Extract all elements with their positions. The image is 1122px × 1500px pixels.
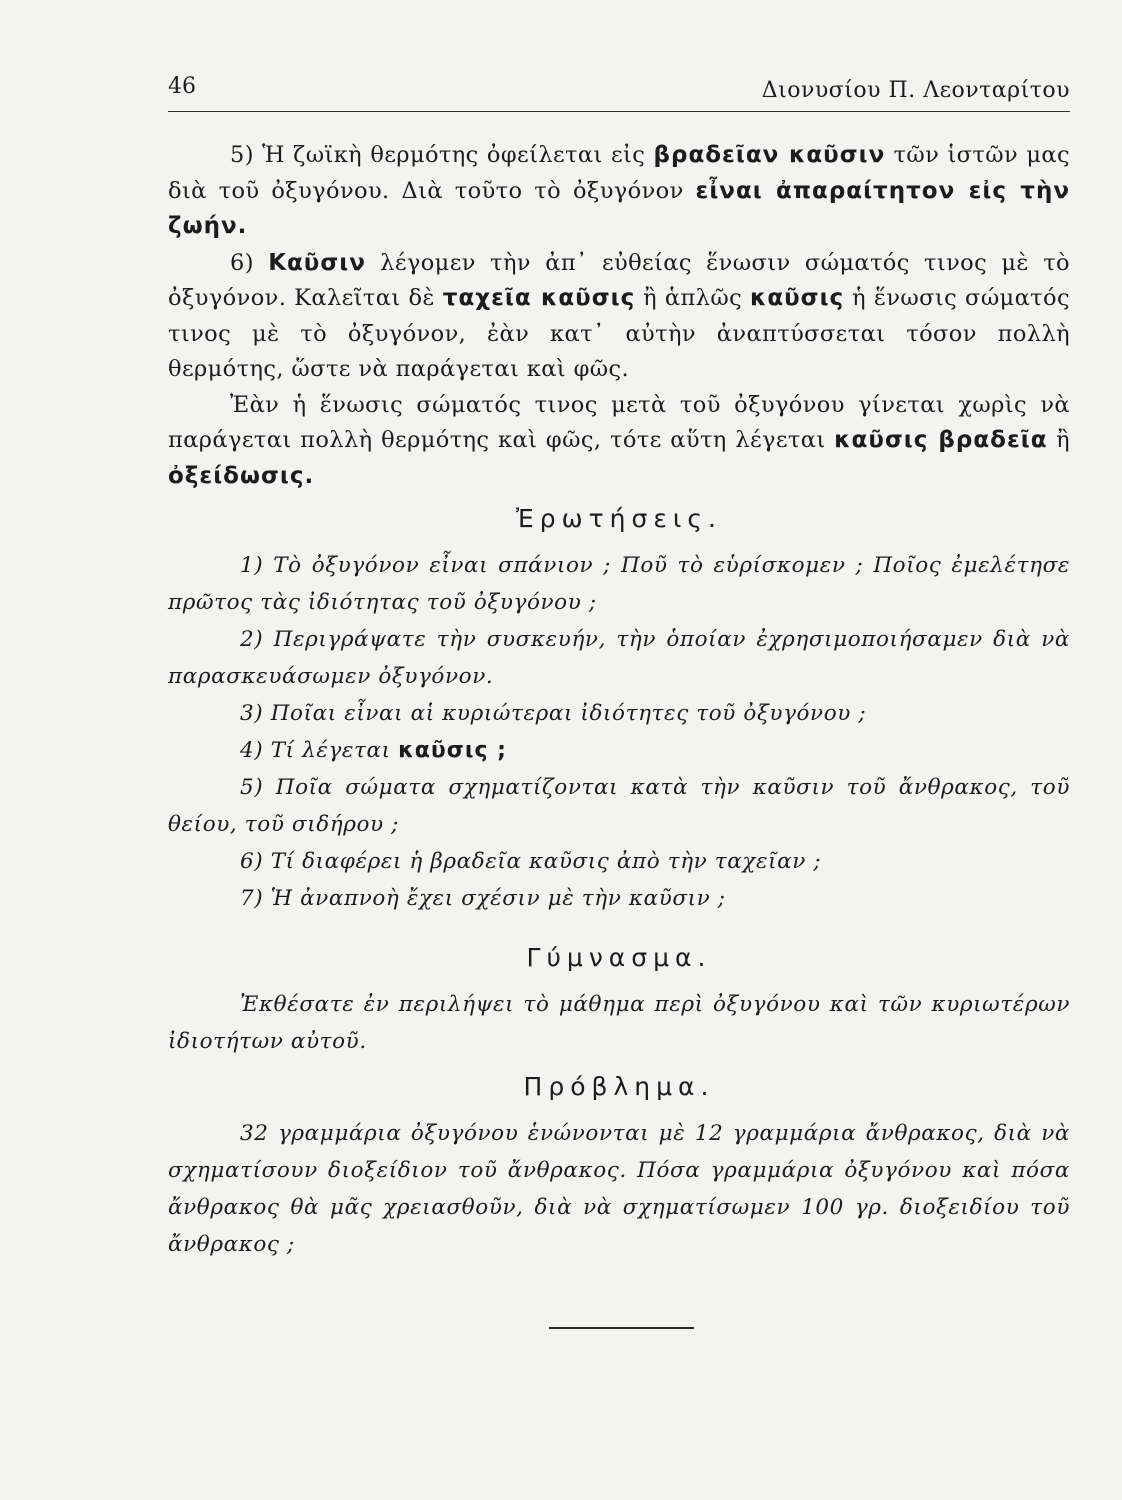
exercise-heading: Γύμνασμα. [526, 943, 712, 972]
paragraph-5 [168, 138, 1070, 245]
p6-term-combustion: Καῦσιν [268, 249, 366, 276]
question-7: 7) Ἡ ἀναπνοὴ ἔχει σχέσιν μὲ τὴν καῦσιν ; [240, 886, 726, 911]
p6-term-fast-combustion: ταχεῖα καῦσις [442, 285, 636, 311]
header-rule [168, 111, 1070, 112]
problem-heading: Πρόβλημα. [523, 1072, 715, 1101]
end-rule [549, 1327, 694, 1329]
question-6: 6) Τί διαφέρει ἡ βραδεῖα καῦσις ἀπὸ τὴν ταχεῖαν ; [240, 849, 822, 874]
p6-text-e: ἢ ἁπλῶς [635, 285, 750, 311]
page-number: 46 [168, 74, 196, 99]
p5-emphasis-essential: εἶναι ἀπαραίτητον εἰς τὴν ζωήν. [168, 177, 1070, 239]
question-4 [168, 732, 1070, 769]
p5-term-slow-combustion: βραδεῖαν καῦσιν [653, 142, 886, 168]
questions-heading: Ἐρωτήσεις. [516, 504, 722, 533]
paragraph-7 [168, 388, 1070, 495]
question-1: 1) Τὸ ὀξυγόνον εἶναι σπάνιον ; Ποῦ τὸ εὑρίσκομεν ; Ποῖος ἐμελέτησε πρῶτος τὰς ἰδιότητας τοῦ ὀξυγόνου ; [168, 553, 1070, 615]
page-header [168, 72, 1070, 112]
p6-term-combustion-2: καῦσις [750, 285, 845, 311]
p6-text-c: λέγομεν τὴν ἀπ᾽ εὐθείας ἕνωσιν σώματός τινος μὲ τὸ ὀξυγόνον. Καλεῖται δὲ [168, 249, 1070, 311]
exercise-text: Ἐκθέσατε ἐν περιλήψει τὸ μάθημα περὶ ὀξυγόνου καὶ τῶν κυριωτέρων ἰδιοτήτων αὐτοῦ. [168, 992, 1070, 1054]
problem-text: 32 γραμμάρια ὀξυγόνου ἑνώνονται μὲ 12 γραμμάρια ἄνθρακος, διὰ νὰ σχηματίσουν διοξείδιον τοῦ ἄνθρακος. Πόσα γραμμάρια ὀξυγόνου καὶ πόσα ἄνθρακος θὰ μᾶς χρειασθοῦν, διὰ νὰ σχηματίσωμεν 100 γρ. διοξειδίου τοῦ ἄνθρακος ; [168, 1121, 1070, 1257]
p7-text-c: ἢ [1047, 427, 1070, 453]
question-4-text: 4) Τί λέγεται [240, 738, 399, 763]
p7-term-slow-combustion: καῦσις βραδεῖα [834, 427, 1048, 453]
question-2: 2) Περιγράψατε τὴν συσκευήν, τὴν ὁποίαν ἐχρησιμοποιήσαμεν διὰ νὰ παρασκευάσωμεν ὀξυγόνον. [168, 627, 1070, 689]
question-4-term: καῦσις ; [398, 738, 507, 763]
p5-text-a: 5) Ἡ ζωϊκὴ θερμότης ὀφείλεται εἰς [230, 142, 654, 168]
running-head-author: Διονυσίου Π. Λεονταρίτου [761, 78, 1070, 103]
paragraph-6 [168, 246, 1070, 388]
p6-text-g: ἡ ἕνωσις σώματός τινος μὲ τὸ ὀξυγόνον, ἐὰν κατ᾽ αὐτὴν ἀναπτύσσεται τόσον πολλὴ θερμότης, ὥστε νὰ παράγεται καὶ φῶς. [168, 285, 1070, 382]
p6-text-a: 6) [230, 249, 269, 276]
p7-text-a: Ἐὰν ἡ ἕνωσις σώματός τινος μετὰ τοῦ ὀξυγόνου γίνεται χωρὶς νὰ παράγεται πολλὴ θερμότης καὶ φῶς, τότε αὕτη λέγεται [168, 391, 1070, 453]
page-body [168, 138, 1070, 1263]
p7-term-oxidation: ὀξείδωσις. [168, 462, 315, 489]
question-3: 3) Ποῖαι εἶναι αἱ κυριώτεραι ἰδιότητες τοῦ ὀξυγόνου ; [240, 701, 867, 726]
p5-text-c: τῶν ἱστῶν μας διὰ τοῦ ὀξυγόνου. Διὰ τοῦτο τὸ ὀξυγόνον [168, 142, 1070, 204]
question-5: 5) Ποῖα σώματα σχηματίζονται κατὰ τὴν καῦσιν τοῦ ἄνθρακος, τοῦ θείου, τοῦ σιδήρου ; [168, 775, 1070, 837]
